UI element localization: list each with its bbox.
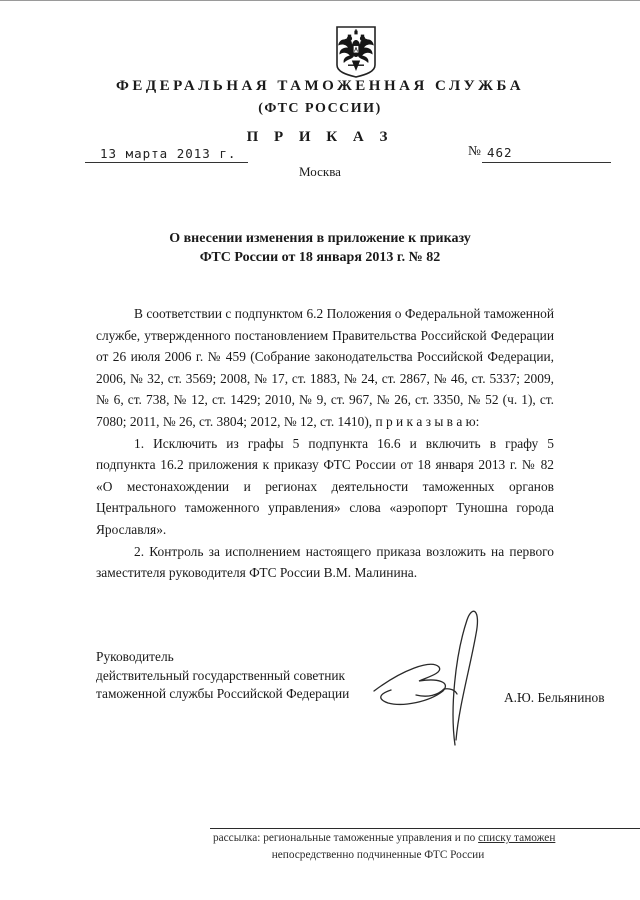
doc-title-line1: О внесении изменения в приложение к приказу bbox=[169, 231, 471, 246]
doc-number: 462 bbox=[487, 145, 513, 160]
signature-position-line2: действительный государственный советник bbox=[96, 667, 346, 683]
distribution-note-line1 bbox=[213, 832, 640, 844]
org-short-name: (ФТС РОССИИ) bbox=[258, 101, 382, 116]
paragraph-item-1: 1. Исключить из графы 5 подпункта 16.6 и включить в графу 5 подпункта 16.2 приложения к приказу ФТС России от 18 января 2013 г. № 82 «О местонахождении и регионах деятельности таможенных органов Центрального таможенного управления» слова «аэропорт Туношна города Ярославля». bbox=[96, 435, 554, 537]
org-name: ФЕДЕРАЛЬНАЯ ТАМОЖЕННАЯ СЛУЖБА bbox=[115, 78, 525, 94]
date-underline bbox=[85, 162, 248, 163]
number-underline bbox=[482, 162, 611, 163]
doc-type-heading: П Р И К А З bbox=[246, 129, 394, 145]
handwritten-signature-icon bbox=[358, 598, 523, 750]
doc-city: Москва bbox=[299, 164, 341, 179]
scan-edge-line bbox=[0, 0, 640, 1]
doc-number-sign: № bbox=[468, 143, 481, 158]
distribution-note-list-ref: списку таможен bbox=[478, 832, 556, 844]
doc-title bbox=[0, 229, 640, 267]
paragraph-preamble: В соответствии с подпунктом 6.2 Положения о Федеральной таможенной службе, утвержденного постановлением Правительства Российской Федерации от 26 июля 2006 г. № 459 (Собрание законодательства Российской Федерации, 2006, № 32, ст. 3569; 2008, № 17, ст. 1883, № 24, ст. 2867, № 46, ст. 5337; 2009, № 6, ст. 738, № 12, ст. 1429; 2010, № 9, ст. 967, № 26, ст. 3350, № 52 (ч. 1), ст. 7080; 2011, № 26, ст. 3804; 2012, № 12, ст. 1410), п р и к а з ы в а ю: bbox=[96, 306, 554, 429]
signatory-name: А.Ю. Бельянинов bbox=[504, 690, 605, 705]
distribution-note-line2: непосредственно подчиненные ФТС России bbox=[271, 849, 485, 861]
distribution-note-prefix: рассылка: региональные таможенные управления и по bbox=[213, 832, 479, 844]
signature-position-block bbox=[96, 648, 349, 704]
doc-date: 13 марта 2013 г. bbox=[100, 146, 237, 161]
doc-title-line2: ФТС России от 18 января 2013 г. № 82 bbox=[199, 250, 441, 265]
doc-body bbox=[96, 303, 554, 584]
signature-position-line1: Руководитель bbox=[96, 649, 174, 664]
footer-divider bbox=[210, 828, 640, 829]
paragraph-item-2: 2. Контроль за исполнением настоящего приказа возложить на первого заместителя руководителя ФТС России В.М. Малинина. bbox=[96, 543, 554, 581]
signature-position-line3: таможенной службы Российской Федерации bbox=[96, 686, 350, 701]
coat-of-arms-icon bbox=[334, 26, 378, 78]
